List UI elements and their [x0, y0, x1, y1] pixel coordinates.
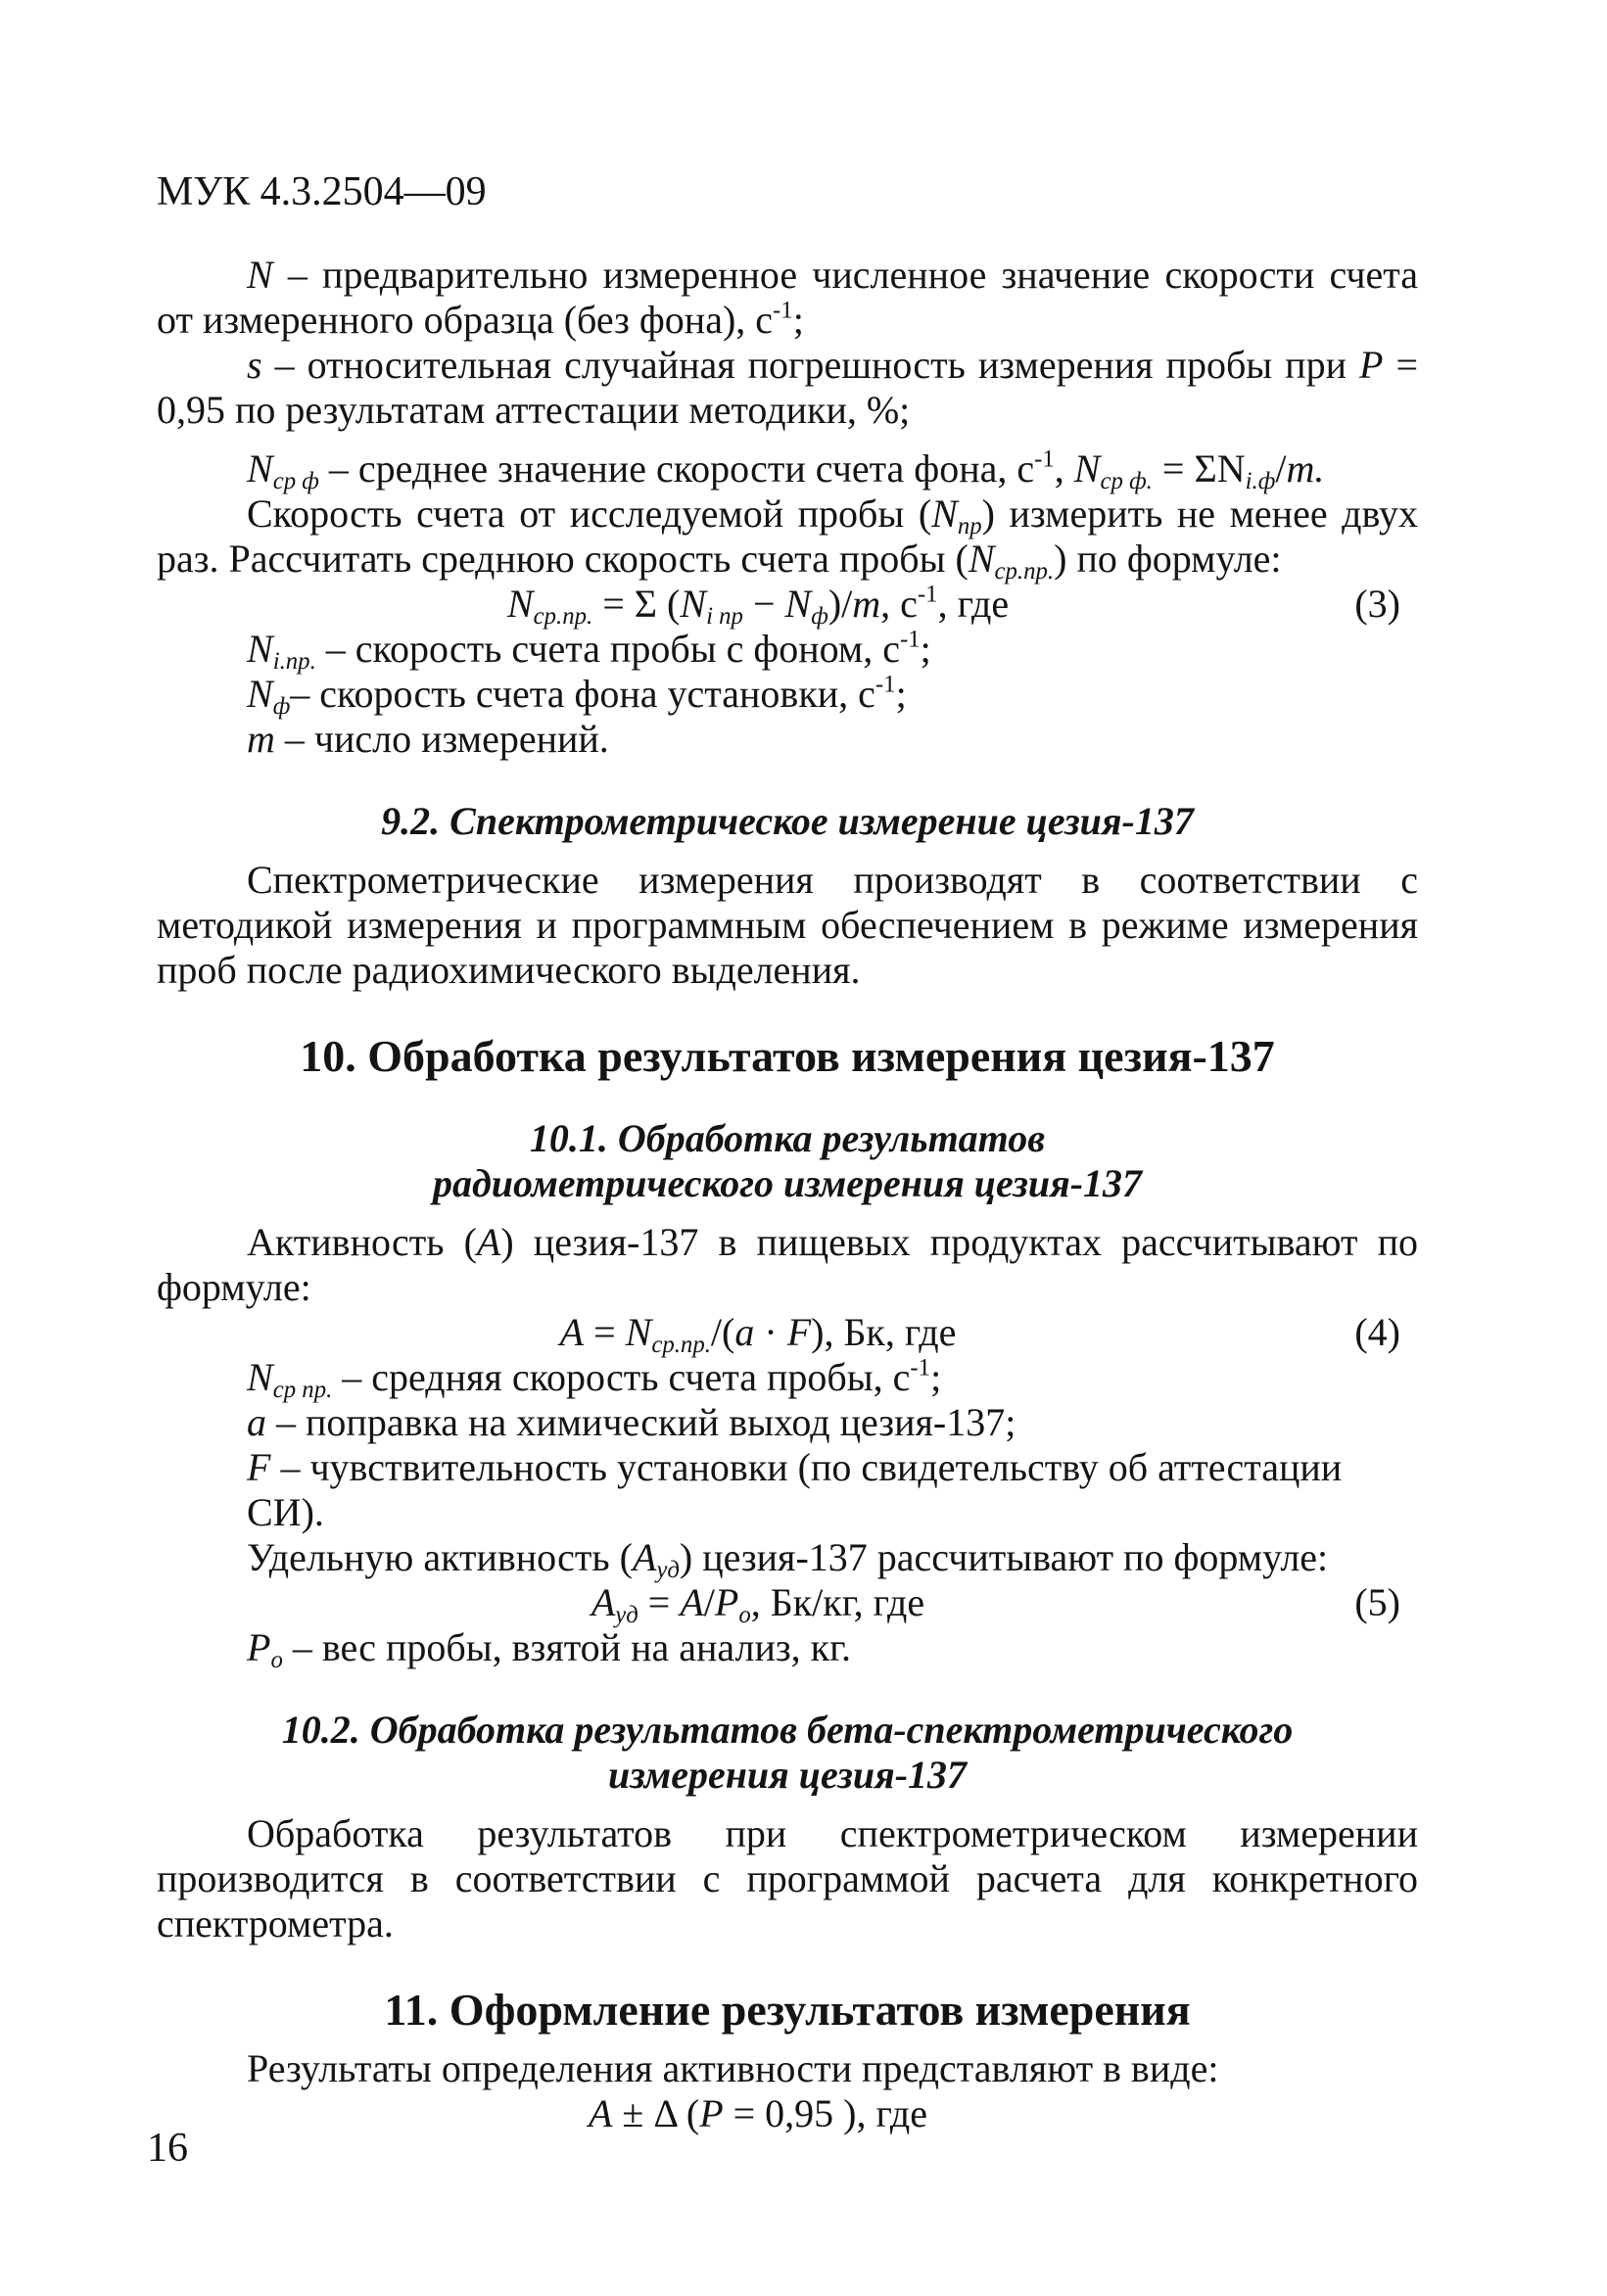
formula-5: $A_{уд} = A/P_о$, Бк/кг, где (5): [591, 1580, 1400, 1628]
document-code: МУК 4.3.2504—09: [157, 169, 487, 214]
subsection-title-9-2: 9.2. Спектрометрическое измерение цезия-137: [381, 799, 1194, 843]
definition-m: m – число измерений.: [247, 717, 609, 761]
formula-number-4: (4): [1354, 1310, 1400, 1354]
paragraph-9-2: Спектрометрические измерения производят в соответствии с методикой измерения и программным обеспечением в режиме измерения проб после радиохимического выделения.: [157, 858, 1418, 992]
paragraph-11: Результаты определения активности представляют в виде:: [247, 2046, 1219, 2090]
subsection-title-10-2: 10.2. Обработка результатов бета-спектрометрического измерения цезия-137: [281, 1708, 1294, 1797]
definition-n-background: $N_{ср ф}$ – среднее значение скорости счета фона, $с^{-1}$, $N_{ср ф.} = \Sigma N_{i.ф}/m$.: [247, 445, 1325, 494]
formula-3: $N_{ср.пр.} = \Sigma$ $(N_{i пр} - N_ф)/m$, $с^{-1}$, где (3): [506, 581, 1400, 630]
formula-result: A ± Δ (P = 0,95 ), где: [588, 2091, 928, 2135]
definition-n-avg-pr: $N_{ср пр.}$ – средняя скорость счета пробы, $с^{-1}$;: [247, 1354, 942, 1403]
section-title-10: 10. Обработка результатов измерения цезия-137: [300, 1031, 1275, 1081]
definition-a: a – поправка на химический выход цезия-137;: [247, 1400, 1016, 1444]
definition-n-f: $N_ф-$ скорость счета фона установки, $с^{-1}$;: [247, 671, 907, 720]
section-title-11: 11. Оформление результатов измерения: [384, 1985, 1191, 2035]
formula-number-5: (5): [1354, 1580, 1400, 1624]
definition-f: F – чувствительность установки (по свидетельству об аттестации СИ).: [247, 1445, 1343, 1534]
paragraph-specific-activity: Удельную активность $(A_{уд})$ цезия-137 рассчитывают по формуле:: [247, 1535, 1329, 1583]
paragraph-count-rate: Скорость счета от исследуемой пробы $(N_{пр})$ измерить не менее двух раз. Рассчитать среднюю скорость счета пробы $(N_{ср.пр.})$ по формуле:: [157, 492, 1419, 585]
definition-n: N – предварительно измеренное численное значение скорости счета от измеренного образца (без фона), $с^{-1}$;: [157, 253, 1419, 342]
paragraph-10-2: Обработка результатов при спектрометрическом измерении производится в соответствии с программой расчета для конкретного спектрометра.: [157, 1811, 1418, 1945]
definition-p0: $P_о$ – вес пробы, взятой на анализ, кг.: [247, 1625, 851, 1673]
formula-4: $A = N_{ср.пр.}/(a \cdot F)$, Бк, где (4): [559, 1310, 1400, 1358]
page-number: 16: [147, 2126, 188, 2171]
formula-number-3: (3): [1354, 582, 1400, 626]
definition-n-i-pr: $N_{i.пр.}$ – скорость счета пробы с фоном, $с^{-1}$;: [247, 626, 931, 675]
paragraph-activity: Активность (A) цезия-137 в пищевых продуктах рассчитывают по формуле:: [157, 1220, 1419, 1309]
definition-s: s – относительная случайная погрешность измерения пробы при P = 0,95 по результатам аттестации методики, %;: [157, 343, 1418, 432]
page-content: [157, 253, 1418, 2136]
subsection-title-10-1: 10.1. Обработка результатов радиометрического измерения цезия-137: [432, 1116, 1143, 1205]
